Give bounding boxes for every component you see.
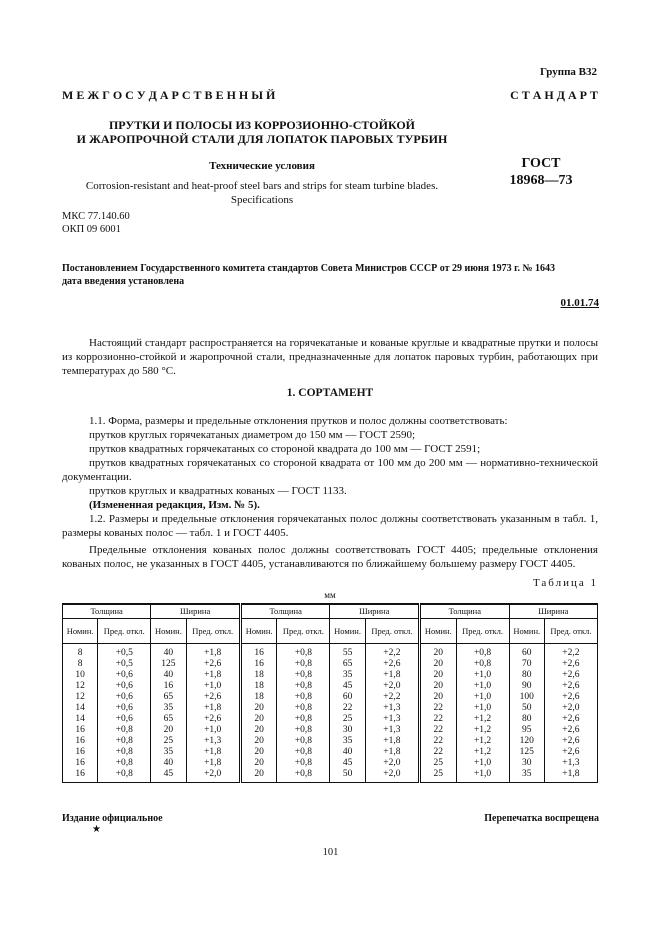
table-cell: +0,8 — [277, 725, 330, 736]
table-cell: 20 — [151, 725, 186, 736]
table-title: Таблица 1 — [532, 577, 598, 589]
table-cell: +0,8 — [277, 703, 330, 714]
table-cell: 25 — [151, 736, 186, 747]
table-cell: 65 — [330, 659, 365, 670]
table-cell: 20 — [240, 725, 276, 736]
table-cell: 20 — [240, 714, 276, 725]
table-cell: 80 — [509, 714, 544, 725]
table-cell: +0,8 — [277, 670, 330, 681]
table-cell: +0,6 — [98, 681, 151, 692]
table-cell: +0,8 — [277, 747, 330, 758]
table-cell: +0,8 — [277, 714, 330, 725]
document-title — [62, 118, 462, 146]
table-cell: +2,6 — [365, 659, 419, 670]
table-row — [63, 758, 598, 769]
table-cell: +1,3 — [365, 714, 419, 725]
table-cell: +0,8 — [277, 758, 330, 769]
table-cell: +1,8 — [186, 670, 240, 681]
english-title-line-1: Corrosion-resistant and heat-proof steel bars and strips for steam turbine blades. — [85, 180, 439, 192]
table-cell: 8 — [63, 644, 98, 660]
table-row — [63, 659, 598, 670]
table-cell: +1,2 — [456, 714, 509, 725]
table-cell: 35 — [330, 670, 365, 681]
table-cell: +1,3 — [365, 703, 419, 714]
banner-right: С Т А Н Д А Р Т — [510, 88, 598, 102]
table-unit: мм — [324, 590, 336, 600]
table-cell: 50 — [509, 703, 544, 714]
header-deviation: Пред. откл. — [98, 619, 151, 644]
table-cell: +0,8 — [277, 769, 330, 783]
table-cell: +1,8 — [186, 747, 240, 758]
table-cell: 125 — [509, 747, 544, 758]
header-deviation: Пред. откл. — [186, 619, 240, 644]
header-width: Ширина — [509, 604, 597, 619]
table-cell: 20 — [240, 747, 276, 758]
table-cell: +1,0 — [456, 692, 509, 703]
table-cell: 20 — [420, 670, 456, 681]
table-cell: 30 — [330, 725, 365, 736]
table-cell: +0,5 — [98, 659, 151, 670]
gost-code: 18968—73 — [509, 173, 573, 188]
header-thickness: Толщина — [240, 604, 330, 619]
table-cell: 22 — [420, 747, 456, 758]
table-cell: 22 — [420, 714, 456, 725]
table-row — [63, 769, 598, 783]
effective-date: 01.01.74 — [560, 297, 599, 309]
table-cell: 80 — [509, 670, 544, 681]
table-cell: 65 — [151, 692, 186, 703]
table-cell: +2,6 — [544, 659, 597, 670]
table-cell: 55 — [330, 644, 365, 660]
table-row — [63, 681, 598, 692]
header-deviation: Пред. откл. — [544, 619, 597, 644]
table-cell: 40 — [151, 670, 186, 681]
table-cell: 100 — [509, 692, 544, 703]
star-icon: ★ — [92, 824, 101, 835]
table-cell: 16 — [240, 644, 276, 660]
table-cell: 60 — [509, 644, 544, 660]
table-cell: 30 — [509, 758, 544, 769]
table-cell: 40 — [151, 758, 186, 769]
table-cell: 40 — [330, 747, 365, 758]
table-cell: 22 — [420, 725, 456, 736]
table-cell: +2,6 — [544, 714, 597, 725]
dimensions-table — [62, 603, 598, 783]
table-cell: +1,8 — [544, 769, 597, 783]
table-cell: 120 — [509, 736, 544, 747]
clause-1-2: 1.2. Размеры и предельные отклонения горячекатаных полос должны соответствовать указанным в табл. 1, размеры кованых полос — табл. 1 и ГОСТ 4405. — [62, 513, 598, 539]
decree-line-1: Постановлением Государственного комитета стандартов Совета Министров СССР от 29 июня 1973 г. № 1643 — [62, 263, 556, 274]
table-cell: 70 — [509, 659, 544, 670]
clause-1-1-item-4: прутков круглых и квадратных кованых — ГОСТ 1133. — [89, 485, 347, 497]
table-cell: +0,6 — [98, 703, 151, 714]
clause-1-1-item-1: прутков круглых горячекатаных диаметром до 150 мм — ГОСТ 2590; — [89, 429, 416, 441]
table-cell: 125 — [151, 659, 186, 670]
official-edition-note: Издание официальное — [62, 813, 163, 824]
table-cell: +2,6 — [544, 692, 597, 703]
table-cell: 50 — [330, 769, 365, 783]
table-cell: 60 — [330, 692, 365, 703]
table-cell: +0,8 — [98, 769, 151, 783]
table-cell: +2,2 — [544, 644, 597, 660]
header-deviation: Пред. откл. — [456, 619, 509, 644]
table-cell: +2,0 — [365, 681, 419, 692]
table-cell: 10 — [63, 670, 98, 681]
table-cell: +0,5 — [98, 644, 151, 660]
table-cell: +1,8 — [365, 670, 419, 681]
decree-text — [62, 262, 598, 288]
table-cell: +1,2 — [456, 747, 509, 758]
table-cell: 25 — [330, 714, 365, 725]
table-cell: 16 — [63, 758, 98, 769]
table-cell: +0,8 — [277, 736, 330, 747]
table-cell: +1,0 — [456, 681, 509, 692]
standard-banner — [62, 88, 598, 103]
table-cell: 22 — [420, 703, 456, 714]
table-cell: 14 — [63, 714, 98, 725]
header-nominal: Номин. — [420, 619, 456, 644]
decree-line-2: дата введения установлена — [62, 276, 185, 287]
table-cell: 20 — [240, 703, 276, 714]
table-cell: +2,6 — [544, 736, 597, 747]
table-cell: +1,0 — [456, 769, 509, 783]
table-cell: 16 — [240, 659, 276, 670]
table-cell: 40 — [151, 644, 186, 660]
table-cell: 20 — [240, 758, 276, 769]
table-cell: +0,8 — [98, 736, 151, 747]
table-cell: +1,0 — [186, 725, 240, 736]
table-cell: 45 — [330, 758, 365, 769]
table-cell: 12 — [63, 681, 98, 692]
table-cell: 25 — [420, 758, 456, 769]
table-row — [63, 736, 598, 747]
table-cell: +0,8 — [98, 758, 151, 769]
table-row — [63, 670, 598, 681]
table-cell: +0,8 — [277, 659, 330, 670]
table-cell: 45 — [151, 769, 186, 783]
table-cell: 20 — [240, 736, 276, 747]
table-cell: 45 — [330, 681, 365, 692]
header-nominal: Номин. — [63, 619, 98, 644]
table-cell: +1,3 — [186, 736, 240, 747]
table-row — [63, 703, 598, 714]
header-width: Ширина — [151, 604, 241, 619]
table-cell: +1,3 — [544, 758, 597, 769]
table-cell: +0,8 — [98, 725, 151, 736]
intro-paragraph: Настоящий стандарт распространяется на горячекатаные и кованые круглые и квадратные прутки и полосы из коррозионно-стойкой и жаропрочной стали, предназначенные для лопаток паровых турбин, работающих при температурах до 580 °С. — [62, 337, 598, 377]
table-cell: 25 — [420, 769, 456, 783]
table-cell: +2,2 — [365, 644, 419, 660]
table-cell: +1,0 — [456, 703, 509, 714]
header-thickness: Толщина — [420, 604, 510, 619]
table-cell: 20 — [420, 692, 456, 703]
document-subtitle: Технические условия — [209, 160, 315, 172]
table-cell: 8 — [63, 659, 98, 670]
table-cell: +1,8 — [186, 644, 240, 660]
table-cell: 90 — [509, 681, 544, 692]
table-cell: +1,2 — [456, 725, 509, 736]
table-sub-header — [63, 619, 598, 644]
table-cell: +1,0 — [456, 758, 509, 769]
table-cell: 16 — [63, 736, 98, 747]
table-cell: +2,6 — [186, 692, 240, 703]
table-cell: +1,2 — [456, 736, 509, 747]
table-cell: +2,6 — [544, 681, 597, 692]
gost-label: ГОСТ — [521, 156, 561, 171]
table-cell: 20 — [420, 644, 456, 660]
group-code: Группа В32 — [539, 66, 597, 78]
amendment-note: (Измененная редакция, Изм. № 5). — [89, 499, 260, 511]
table-cell: 12 — [63, 692, 98, 703]
okp-code: ОКП 09 6001 — [62, 224, 121, 235]
clause-1-1-item-2: прутков квадратных горячекатаных со стороной квадрата до 100 мм — ГОСТ 2591; — [89, 443, 481, 455]
table-cell: 16 — [63, 747, 98, 758]
table-cell: +0,6 — [98, 692, 151, 703]
table-cell: 35 — [151, 703, 186, 714]
title-line-1: ПРУТКИ И ПОЛОСЫ ИЗ КОРРОЗИОННО-СТОЙКОЙ — [108, 118, 416, 132]
table-body — [63, 644, 598, 783]
table-cell: +1,0 — [186, 681, 240, 692]
header-nominal: Номин. — [240, 619, 276, 644]
section-1-title: 1. СОРТАМЕНТ — [286, 387, 374, 399]
table-cell: +0,8 — [277, 644, 330, 660]
header-nominal: Номин. — [151, 619, 186, 644]
table-group-header — [63, 604, 598, 619]
table-cell: +0,8 — [277, 692, 330, 703]
table-cell: +1,8 — [186, 703, 240, 714]
table-cell: +2,0 — [365, 769, 419, 783]
table-cell: 65 — [151, 714, 186, 725]
table-cell: 16 — [151, 681, 186, 692]
table-cell: 18 — [240, 681, 276, 692]
table-cell: +0,8 — [456, 659, 509, 670]
header-nominal: Номин. — [509, 619, 544, 644]
table-row — [63, 747, 598, 758]
banner-left: М Е Ж Г О С У Д А Р С Т В Е Н Н Ы Й — [62, 88, 276, 102]
table-cell: 20 — [420, 659, 456, 670]
table-cell: +2,6 — [186, 659, 240, 670]
gost-number — [498, 155, 584, 189]
table-cell: +2,0 — [186, 769, 240, 783]
table-cell: +0,8 — [277, 681, 330, 692]
header-deviation: Пред. откл. — [365, 619, 419, 644]
table-cell: 95 — [509, 725, 544, 736]
clause-1-2-note: Предельные отклонения кованых полос должны соответствовать ГОСТ 4405; предельные отклонения кованых полос, не указанных в ГОСТ 4405, устанавливаются по ближайшему большему размеру ГОСТ 4405. — [62, 544, 598, 570]
table-cell: 35 — [151, 747, 186, 758]
table-cell: +0,8 — [98, 747, 151, 758]
table-cell: +1,3 — [365, 725, 419, 736]
table-row — [63, 692, 598, 703]
table-row — [63, 725, 598, 736]
table-cell: 22 — [330, 703, 365, 714]
table-cell: +1,0 — [456, 670, 509, 681]
english-title — [62, 179, 462, 207]
table-cell: +2,0 — [365, 758, 419, 769]
table-row — [63, 644, 598, 660]
table-cell: 14 — [63, 703, 98, 714]
table-cell: 18 — [240, 692, 276, 703]
table-cell: +1,8 — [365, 747, 419, 758]
clause-1-1-item-3: прутков квадратных горячекатаных со стороной квадрата от 100 мм до 200 мм — нормативно-технической документации. — [62, 457, 598, 483]
page-number: 101 — [322, 847, 339, 858]
table-cell: +0,6 — [98, 670, 151, 681]
table-cell: +2,6 — [186, 714, 240, 725]
table-cell: +2,6 — [544, 670, 597, 681]
table-cell: +1,8 — [186, 758, 240, 769]
table-cell: 18 — [240, 670, 276, 681]
table-cell: 16 — [63, 725, 98, 736]
header-deviation: Пред. откл. — [277, 619, 330, 644]
table-cell: +2,0 — [544, 703, 597, 714]
table-cell: 20 — [240, 769, 276, 783]
mks-code: МКС 77.140.60 — [62, 211, 130, 222]
header-width: Ширина — [330, 604, 420, 619]
table-cell: 35 — [509, 769, 544, 783]
title-line-2: И ЖАРОПРОЧНОЙ СТАЛИ ДЛЯ ЛОПАТОК ПАРОВЫХ ТУРБИН — [76, 132, 448, 146]
table-cell: +2,2 — [365, 692, 419, 703]
english-title-line-2: Specifications — [230, 194, 294, 206]
clause-1-1: 1.1. Форма, размеры и предельные отклонения прутков и полос должны соответствовать: — [89, 415, 508, 427]
table-cell: +2,6 — [544, 747, 597, 758]
header-nominal: Номин. — [330, 619, 365, 644]
table-row — [63, 714, 598, 725]
header-thickness: Толщина — [63, 604, 151, 619]
table-cell: 35 — [330, 736, 365, 747]
table-cell: +0,6 — [98, 714, 151, 725]
table-cell: +0,8 — [456, 644, 509, 660]
table-cell: 20 — [420, 681, 456, 692]
table-cell: 16 — [63, 769, 98, 783]
table-cell: +2,6 — [544, 725, 597, 736]
table-cell: 22 — [420, 736, 456, 747]
table-cell: +1,8 — [365, 736, 419, 747]
classification-codes — [62, 210, 130, 236]
section-1-body — [62, 414, 598, 571]
reprint-prohibited-note: Перепечатка воспрещена — [484, 813, 599, 824]
